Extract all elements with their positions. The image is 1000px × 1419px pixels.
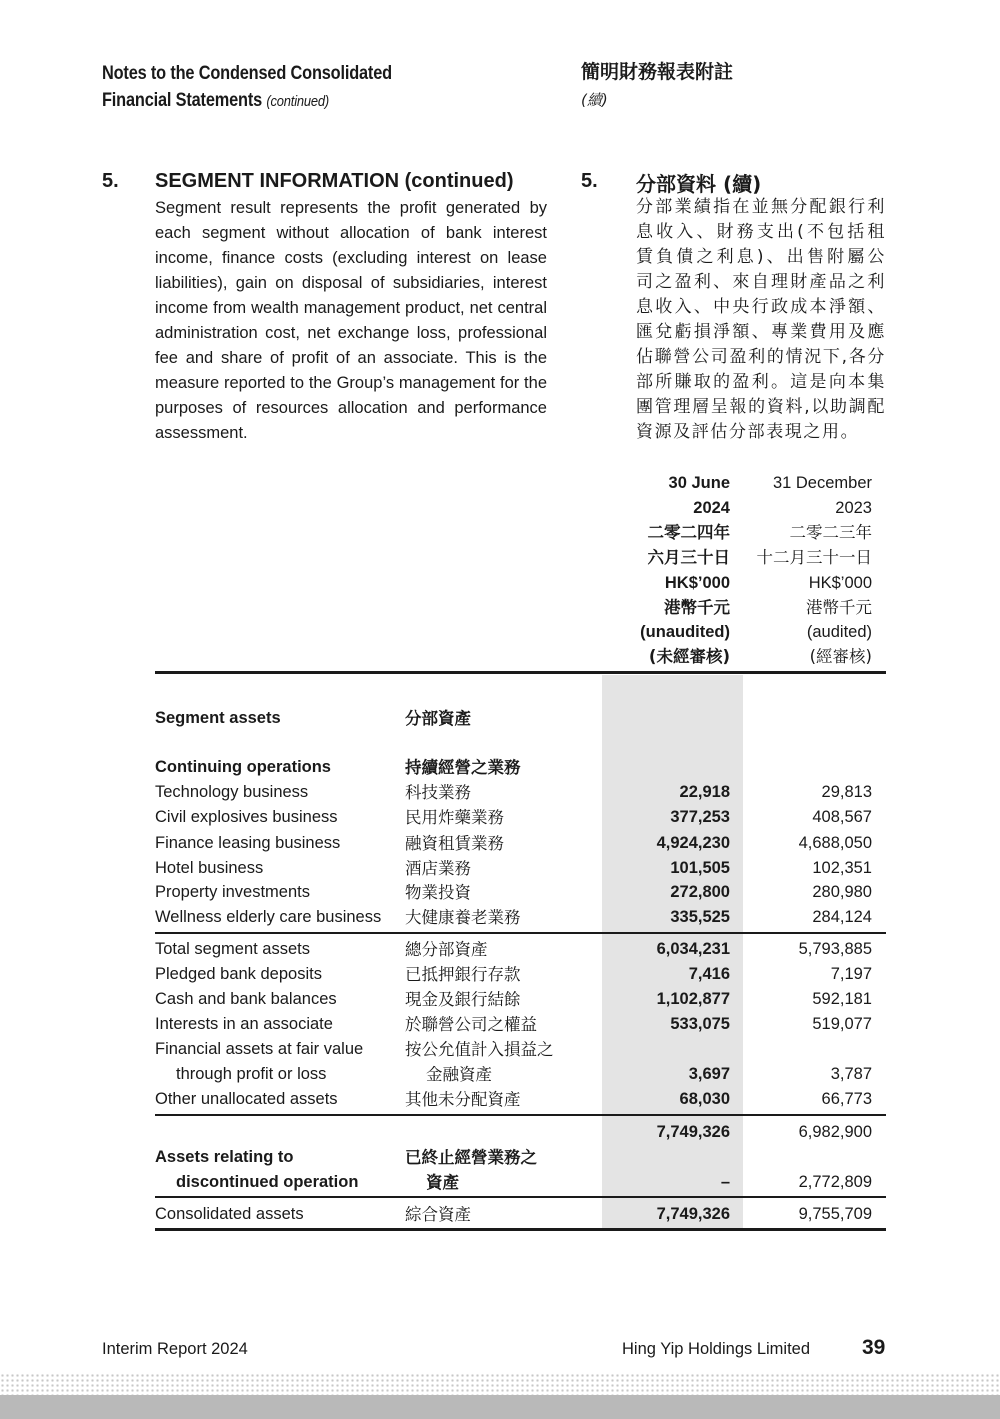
row-label-en: Consolidated assets bbox=[155, 1205, 304, 1223]
col-2024-date-zh: 六月三十日 bbox=[647, 547, 730, 567]
row-label-en: Cash and bank balances bbox=[155, 990, 337, 1008]
discontinued-row-line1 bbox=[0, 1145, 1000, 1170]
value-2023: 280,980 bbox=[812, 883, 872, 901]
col-2024-status: (unaudited) bbox=[640, 623, 730, 642]
subtotal-rule-1 bbox=[155, 932, 886, 934]
row-label-en: Segment assets bbox=[155, 709, 281, 727]
table-row bbox=[0, 1012, 1000, 1037]
page-number: 39 bbox=[862, 1336, 886, 1359]
value-2023: 284,124 bbox=[812, 908, 872, 926]
value-2024: 7,416 bbox=[688, 965, 730, 983]
header-title-en-line1: Notes to the Condensed Consolidated bbox=[102, 63, 392, 84]
header-title-zh bbox=[581, 58, 733, 114]
footer-grey-band bbox=[0, 1395, 1000, 1419]
col-2023-date: 31 December bbox=[772, 474, 872, 492]
row-label-zh: 民用炸藥業務 bbox=[405, 808, 504, 827]
row-label-en: Continuing operations bbox=[155, 758, 331, 776]
col-2024-date: 30 June bbox=[668, 474, 730, 492]
row-label-en: Assets relating to bbox=[155, 1148, 294, 1166]
row-label-zh: 大健康養老業務 bbox=[405, 908, 521, 927]
value-2023: 6,982,900 bbox=[798, 1123, 872, 1141]
value-2023: 3,787 bbox=[830, 1065, 872, 1083]
value-2023: 519,077 bbox=[812, 1015, 872, 1033]
col-2023-year-zh: 二零二三年 bbox=[789, 522, 872, 542]
header-continued-en: (continued) bbox=[266, 93, 330, 110]
row-label-zh: 綜合資產 bbox=[405, 1205, 471, 1224]
value-2024: 533,075 bbox=[670, 1015, 730, 1033]
row-label-zh: 於聯營公司之權益 bbox=[405, 1015, 537, 1034]
value-2023: 4,688,050 bbox=[798, 834, 872, 852]
value-2023: 7,197 bbox=[830, 965, 872, 983]
header-title-en bbox=[102, 60, 392, 115]
value-2024: 68,030 bbox=[679, 1090, 730, 1108]
col-2023-date-zh: 十二月三十一日 bbox=[756, 547, 872, 567]
table-row bbox=[0, 780, 1000, 805]
table-row bbox=[0, 937, 1000, 962]
value-2024: 7,749,326 bbox=[656, 1205, 730, 1223]
row-label-zh: 酒店業務 bbox=[405, 859, 471, 878]
row-label-zh-cont: 資產 bbox=[426, 1173, 459, 1192]
col-2023-unit: HK$’000 bbox=[808, 573, 872, 592]
section-title-en: SEGMENT INFORMATION (continued) bbox=[155, 170, 514, 192]
value-2024: 1,102,877 bbox=[656, 990, 730, 1008]
value-2024: – bbox=[720, 1173, 730, 1191]
table-bottom-rule bbox=[155, 1228, 886, 1231]
continuing-operations-heading bbox=[0, 755, 1000, 780]
table-row bbox=[0, 905, 1000, 930]
col-2023-unit-zh: 港幣千元 bbox=[806, 597, 872, 617]
col-2023-year: 2023 bbox=[835, 498, 872, 517]
row-label-en: Total segment assets bbox=[155, 940, 310, 958]
section-title-zh: 分部資料 (續) bbox=[636, 172, 762, 196]
segment-assets-heading bbox=[0, 706, 1000, 731]
row-label-en: Technology business bbox=[155, 783, 309, 801]
col-2024-year-zh: 二零二四年 bbox=[647, 522, 730, 542]
value-2023: 9,755,709 bbox=[798, 1205, 872, 1223]
row-label-en-cont: through profit or loss bbox=[176, 1065, 327, 1083]
paragraph-en: Segment result represents the profit generated by each segment without allocation of bank interest income, finance costs (excluding interest on lease liabilities), gain on disposal of subsidiaries, interest income from wealth management product, net central administration cost, net exchange loss, professional fee and share of profit of an associate. This is the measure reported to the Group’s management for the purposes of resources allocation and performance assessment. bbox=[155, 199, 547, 442]
row-label-en: Interests in an associate bbox=[155, 1015, 333, 1033]
value-2023: 2,772,809 bbox=[798, 1173, 872, 1191]
row-label-en: Hotel business bbox=[155, 859, 264, 877]
row-label-zh: 融資租賃業務 bbox=[405, 834, 504, 853]
header-title-en-line2-wrap bbox=[102, 87, 392, 115]
section-number-zh: 5. bbox=[581, 170, 598, 192]
value-2024: 3,697 bbox=[688, 1065, 730, 1083]
header-continued-zh: (續) bbox=[581, 91, 608, 109]
subtotal-rule-2 bbox=[155, 1114, 886, 1116]
col-2024-year: 2024 bbox=[693, 498, 730, 517]
value-2024: 335,525 bbox=[670, 908, 730, 926]
value-2024: 7,749,326 bbox=[656, 1123, 730, 1141]
footer-dot-pattern bbox=[0, 1373, 1000, 1395]
column-header-2023 bbox=[672, 471, 872, 670]
table-row bbox=[0, 987, 1000, 1012]
value-2024: 272,800 bbox=[670, 883, 730, 901]
col-2024-unit: HK$’000 bbox=[664, 573, 730, 592]
table-row bbox=[0, 880, 1000, 905]
discontinued-row-line2 bbox=[0, 1170, 1000, 1195]
header-title-zh-text: 簡明財務報表附註 bbox=[581, 61, 734, 83]
value-2024: 22,918 bbox=[679, 783, 730, 801]
row-label-en: Property investments bbox=[155, 883, 310, 901]
row-label-zh: 科技業務 bbox=[405, 783, 471, 802]
row-label-en: Civil explosives business bbox=[155, 808, 338, 826]
value-2023: 102,351 bbox=[812, 859, 872, 877]
row-label-en-cont: discontinued operation bbox=[176, 1173, 359, 1191]
row-label-zh: 其他未分配資產 bbox=[405, 1090, 521, 1109]
table-top-rule bbox=[155, 671, 886, 674]
value-2024: 4,924,230 bbox=[656, 834, 730, 852]
value-2023: 408,567 bbox=[812, 808, 872, 826]
row-label-zh: 物業投資 bbox=[405, 883, 471, 902]
col-2024-status-zh: (未經審核) bbox=[648, 647, 730, 667]
table-row bbox=[0, 1087, 1000, 1112]
consolidated-assets-row bbox=[0, 1202, 1000, 1227]
row-label-en: Wellness elderly care business bbox=[155, 908, 382, 926]
table-row bbox=[0, 805, 1000, 830]
col-2023-status-zh: (經審核) bbox=[809, 647, 872, 667]
footer-company-name: Hing Yip Holdings Limited bbox=[622, 1340, 811, 1358]
row-label-en: Other unallocated assets bbox=[155, 1090, 338, 1108]
row-label-en: Financial assets at fair value bbox=[155, 1040, 364, 1058]
value-2024: 377,253 bbox=[670, 808, 730, 826]
value-2023: 592,181 bbox=[812, 990, 872, 1008]
footer-report-name: Interim Report 2024 bbox=[102, 1340, 248, 1358]
value-2023: 29,813 bbox=[821, 783, 872, 801]
table-row bbox=[0, 962, 1000, 987]
header-title-en-line2: Financial Statements bbox=[102, 90, 263, 111]
row-label-zh: 現金及銀行結餘 bbox=[405, 990, 521, 1009]
row-label-zh: 已終止經營業務之 bbox=[405, 1148, 537, 1167]
subtotal-row bbox=[0, 1120, 1000, 1145]
section-number-en: 5. bbox=[102, 170, 119, 192]
table-row bbox=[0, 1037, 1000, 1062]
row-label-en: Finance leasing business bbox=[155, 834, 341, 852]
value-2024: 101,505 bbox=[670, 859, 730, 877]
row-label-zh-cont: 金融資產 bbox=[426, 1065, 492, 1084]
row-label-zh: 已抵押銀行存款 bbox=[405, 965, 521, 984]
row-label-zh: 按公允值計入損益之 bbox=[405, 1040, 554, 1059]
row-label-zh: 持續經營之業務 bbox=[405, 758, 521, 777]
row-label-zh: 總分部資產 bbox=[405, 940, 488, 959]
col-2023-status: (audited) bbox=[806, 623, 872, 642]
row-label-en: Pledged bank deposits bbox=[155, 965, 322, 983]
value-2023: 66,773 bbox=[821, 1090, 872, 1108]
paragraph-zh: 分部業績指在並無分配銀行利息收入、財務支出(不包括租賃負債之利息)、出售附屬公司之盈利、來自理財產品之利息收入、中央行政成本淨額、匯兌虧損淨額、專業費用及應佔聯營公司盈利的情況下,各分部所賺取的盈利。這是向本集團管理層呈報的資料,以助調配資源及評估分部表現之用。 bbox=[636, 197, 886, 442]
value-2024: 6,034,231 bbox=[656, 940, 730, 958]
subtotal-rule-3 bbox=[155, 1196, 886, 1198]
table-row bbox=[0, 831, 1000, 856]
table-row bbox=[0, 856, 1000, 881]
value-2023: 5,793,885 bbox=[798, 940, 872, 958]
table-row bbox=[0, 1062, 1000, 1087]
col-2024-unit-zh: 港幣千元 bbox=[664, 597, 730, 617]
row-label-zh: 分部資產 bbox=[405, 709, 471, 728]
